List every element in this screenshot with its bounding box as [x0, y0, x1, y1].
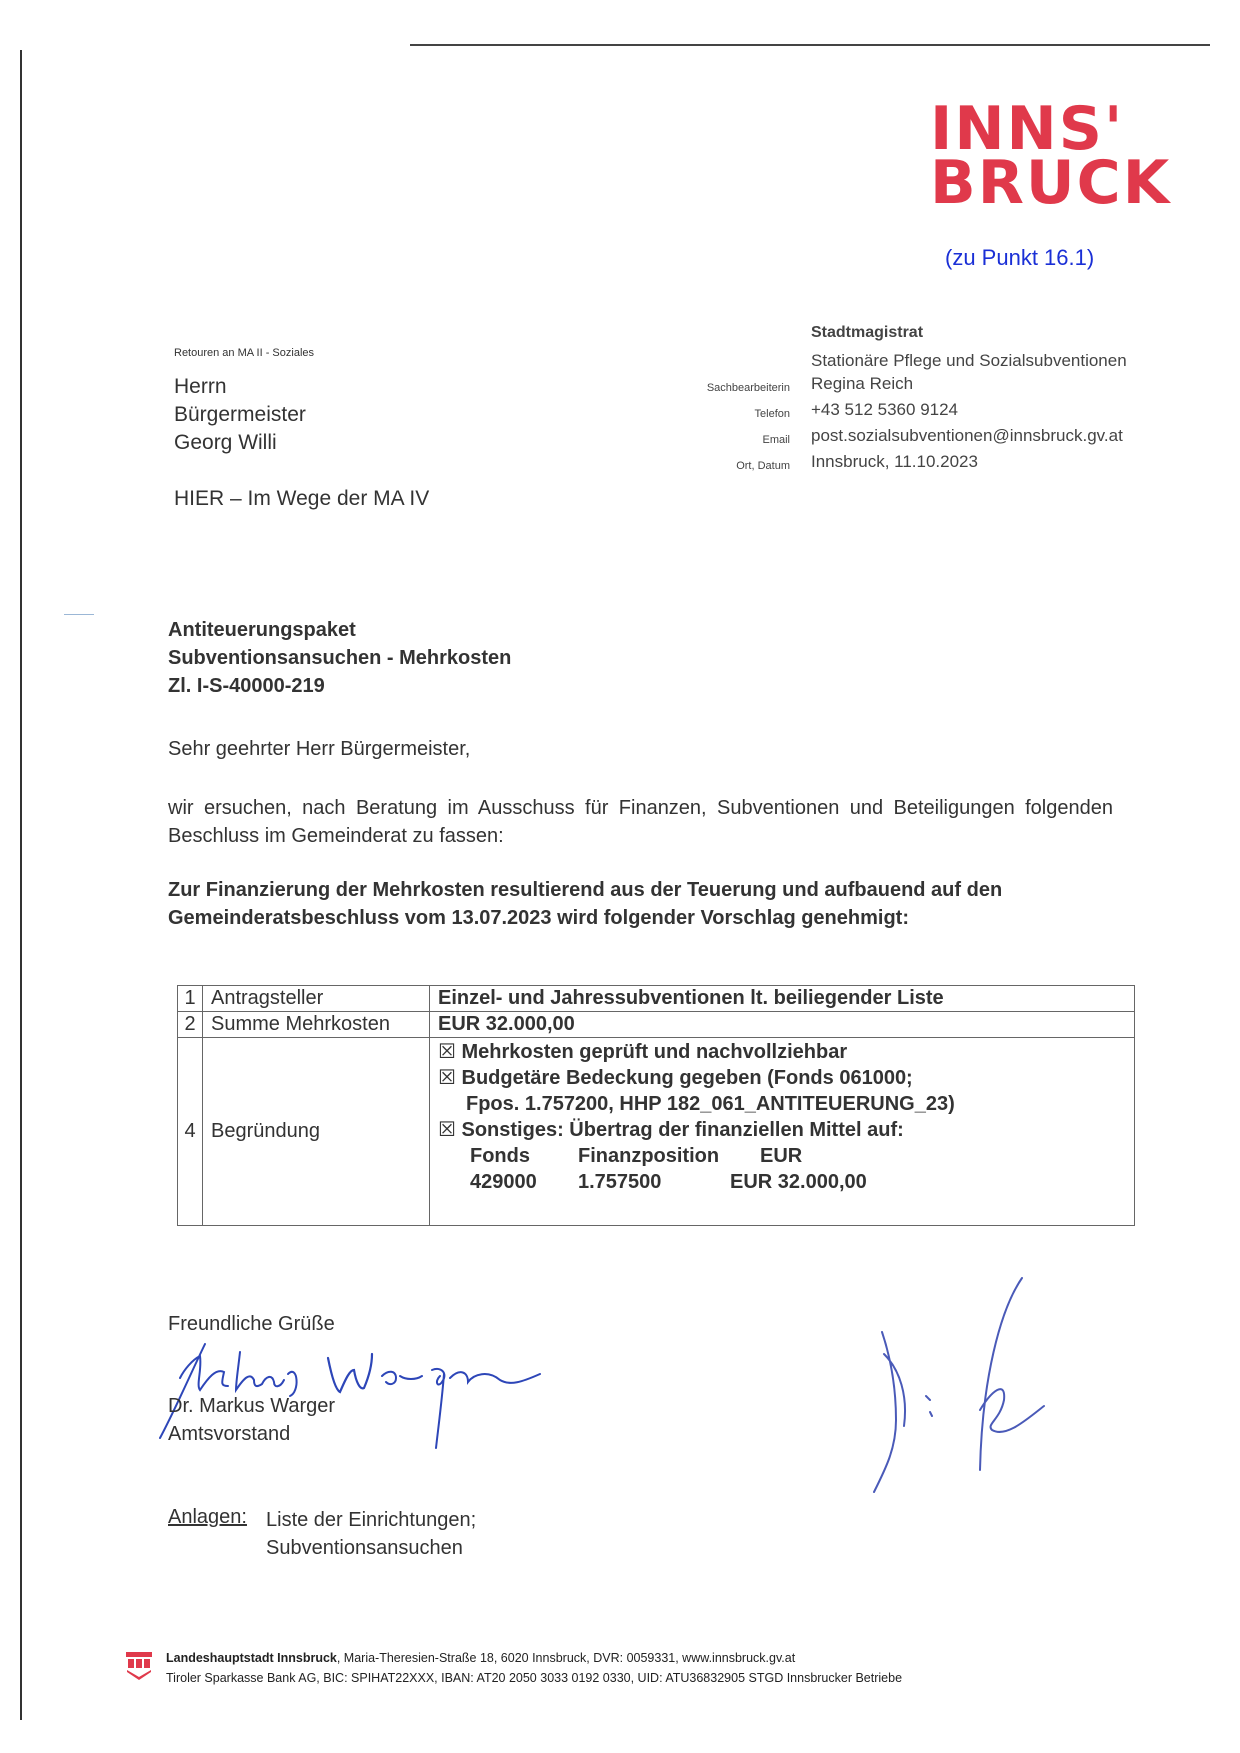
- transfer-grid: [438, 1143, 1126, 1195]
- reason-item: [438, 1039, 1126, 1065]
- reason-text: Mehrkosten geprüft und nachvollziehbar: [461, 1041, 848, 1063]
- fold-mark: [64, 614, 94, 615]
- subject-line: Subventionsansuchen - Mehrkosten: [168, 647, 512, 669]
- sender-value: post.sozialsubventionen@innsbruck.gv.at: [811, 426, 1123, 445]
- recipient-block: [174, 373, 306, 457]
- subject-block: [168, 616, 511, 700]
- decision-table: [177, 985, 1135, 1226]
- recipient-name: Georg Willi: [174, 431, 277, 454]
- sender-label: Telefon: [754, 408, 790, 420]
- signatory-role: Amtsvorstand: [168, 1423, 291, 1445]
- agenda-reference: (zu Punkt 16.1): [945, 245, 1095, 270]
- attachment-item: Liste der Einrichtungen;: [266, 1509, 477, 1531]
- transfer-value: 1.757500: [578, 1171, 662, 1193]
- request-paragraph: wir ersuchen, nach Beratung im Ausschuss für Finanzen, Subventionen und Beteiligungen folgenden Beschluss im Gemeinderat zu fassen:: [168, 797, 1113, 847]
- sender-row-clerk: [600, 374, 1160, 400]
- transfer-header: Fonds: [470, 1145, 530, 1167]
- city-logo: [930, 94, 1172, 218]
- subject-reference: Zl. I-S-40000-219: [168, 675, 325, 697]
- subject-line: Antiteuerungspaket: [168, 619, 356, 641]
- sender-value: Regina Reich: [811, 374, 914, 393]
- row-value: Einzel- und Jahressubventionen lt. beiliegender Liste: [430, 986, 1135, 1012]
- proposal-paragraph: Zur Finanzierung der Mehrkosten resultierend aus der Teuerung und aufbauend auf den Gemeinderatsbeschluss vom 13.07.2023 wird folgender Vorschlag genehmigt:: [168, 879, 1003, 929]
- recipient-salutation: Herrn: [174, 375, 227, 398]
- margin-rule: [20, 50, 22, 1720]
- row-label: Summe Mehrkosten: [203, 1012, 430, 1038]
- signature-initials: [860, 1270, 1060, 1510]
- city-crest-icon: [124, 1650, 154, 1682]
- reason-text-continued: Fpos. 1.757200, HHP 182_061_ANTITEUERUNG_23): [466, 1093, 955, 1115]
- attachments-label: Anlagen:: [168, 1506, 247, 1528]
- transfer-header: Finanzposition: [578, 1145, 720, 1167]
- logo-line-1: INNS': [930, 94, 1125, 164]
- sender-row-phone: [600, 400, 1160, 426]
- logo-line-2: BRUCK: [930, 148, 1172, 218]
- checked-box-icon: ☒: [438, 1119, 456, 1141]
- footer-line-2: Tiroler Sparkasse Bank AG, BIC: SPIHAT22XXX, IBAN: AT20 2050 3033 0192 0330, UID: ATU36832905 STGD Innsbrucker Betriebe: [166, 1671, 903, 1685]
- recipient-title: Bürgermeister: [174, 403, 306, 426]
- reason-text: Sonstiges: Übertrag der finanziellen Mittel auf:: [461, 1119, 904, 1141]
- row-number: 2: [178, 1012, 203, 1038]
- sender-value: +43 512 5360 9124: [811, 400, 959, 419]
- signatory-name: Dr. Markus Warger: [168, 1395, 336, 1417]
- reason-item: [438, 1065, 1126, 1091]
- sender-row-date: [600, 452, 1160, 478]
- row-number: 4: [178, 1038, 203, 1226]
- attachments-list: [266, 1506, 476, 1562]
- checked-box-icon: ☒: [438, 1041, 456, 1063]
- footer-line-1: [166, 1648, 902, 1668]
- table-row: [178, 1012, 1135, 1038]
- sender-value: Innsbruck, 11.10.2023: [811, 452, 978, 471]
- sender-label: Email: [762, 434, 790, 446]
- row-value: EUR 32.000,00: [430, 1012, 1135, 1038]
- table-row-reason: [178, 1038, 1135, 1226]
- checked-box-icon: ☒: [438, 1067, 456, 1089]
- sender-department: Stationäre Pflege und Sozialsubventionen: [811, 351, 1127, 370]
- sender-label: Ort, Datum: [736, 460, 790, 472]
- transfer-value: EUR 32.000,00: [730, 1171, 867, 1193]
- header-rule: [410, 44, 1210, 46]
- footer: [166, 1648, 902, 1688]
- row-label: Antragsteller: [203, 986, 430, 1012]
- reason-text: Budgetäre Bedeckung gegeben (Fonds 061000;: [461, 1067, 913, 1089]
- sender-row-email: [600, 426, 1160, 452]
- transfer-header: EUR: [760, 1145, 803, 1167]
- transfer-value: 429000: [470, 1171, 537, 1193]
- row-number: 1: [178, 986, 203, 1012]
- routing-note: HIER – Im Wege der MA IV: [174, 487, 430, 510]
- footer-city: Landeshauptstadt Innsbruck: [166, 1651, 337, 1665]
- table-row: [178, 986, 1135, 1012]
- footer-address: , Maria-Theresien-Straße 18, 6020 Innsbruck, DVR: 0059331, www.innsbruck.gv.at: [336, 1651, 796, 1665]
- attachment-item: Subventionsansuchen: [266, 1537, 463, 1559]
- sender-office: Stadtmagistrat: [811, 324, 924, 341]
- sender-label: Sachbearbeiterin: [706, 382, 790, 394]
- closing-phrase: Freundliche Grüße: [168, 1313, 335, 1335]
- greeting: Sehr geehrter Herr Bürgermeister,: [168, 738, 471, 760]
- row-label: Begründung: [203, 1038, 430, 1226]
- reason-item: [438, 1117, 1126, 1143]
- return-address: Retouren an MA II - Soziales: [174, 347, 315, 359]
- reason-details: [430, 1038, 1135, 1226]
